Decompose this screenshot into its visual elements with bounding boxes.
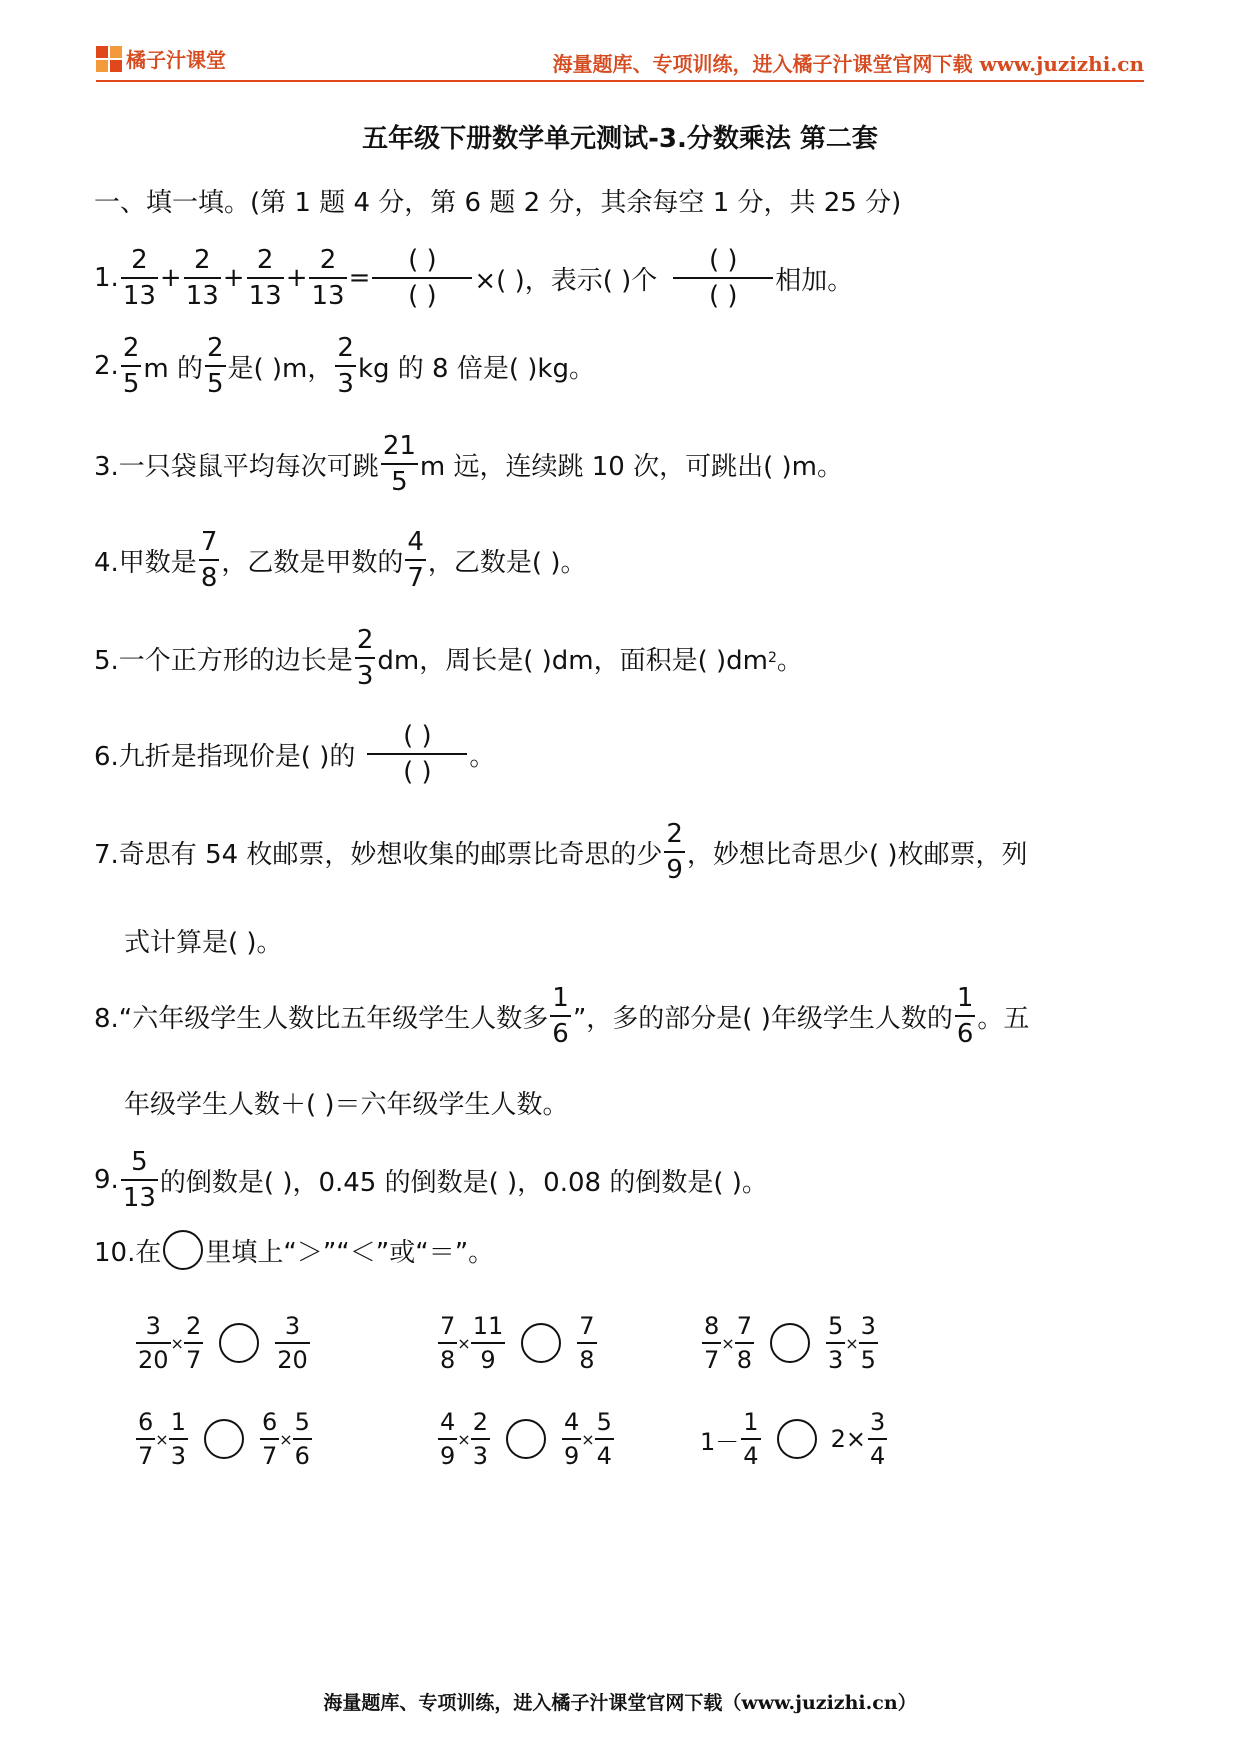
- answer-blank-fraction[interactable]: $\frac{( )}{( )}$: [673, 247, 773, 309]
- fraction: $\frac{11}{9}$: [472, 1312, 504, 1374]
- compare-circle[interactable]: [521, 1323, 561, 1363]
- plus-sign: +: [285, 263, 308, 293]
- q8-text: 8.“六年级学生人数比五年级学生人数多: [94, 1003, 549, 1034]
- q2-text: kg 的 8 倍是( )kg。: [357, 353, 595, 384]
- q2-text: 是( )m，: [227, 353, 334, 384]
- fraction: $\frac{3}{20}$: [277, 1312, 308, 1374]
- q1-tail: 相加。: [775, 265, 854, 296]
- question-1: [94, 238, 853, 318]
- question-4: [94, 520, 586, 600]
- times-sign: ×: [457, 1429, 471, 1449]
- q10-text: 里填上“＞”“＜”或“＝”。: [205, 1237, 495, 1268]
- logo-text: 橘子汁课堂: [126, 48, 226, 72]
- q10-text: 10.在: [94, 1237, 162, 1268]
- times-sign: ×: [155, 1429, 169, 1449]
- times-sign: ×: [279, 1429, 293, 1449]
- question-8: [94, 976, 1029, 1056]
- q1-text: ×( )，表示( )个: [474, 265, 658, 296]
- q9-text: 的倒数是( )，0.45 的倒数是( )，0.08 的倒数是( )。: [159, 1167, 768, 1198]
- fraction: $\frac{7}{8}$: [200, 527, 218, 593]
- compare-item-6: [700, 1410, 889, 1468]
- equals-sign: =: [348, 263, 371, 293]
- fraction: $\frac{1}{4}$: [743, 1408, 759, 1470]
- fraction: $\frac{7}{8}$: [736, 1312, 752, 1374]
- q6-end: 。: [469, 741, 496, 772]
- fraction: $\frac{2}{13}$: [122, 245, 156, 311]
- q8-text: ”，多的部分是( )年级学生人数的: [572, 1003, 953, 1034]
- fraction: $\frac{2}{3}$: [337, 333, 354, 399]
- fraction: $\frac{2}{13}$: [311, 245, 345, 311]
- question-5: [94, 618, 803, 698]
- fraction: $\frac{5}{13}$: [122, 1147, 156, 1213]
- compare-item-5: [436, 1410, 616, 1468]
- fraction: $\frac{3}{4}$: [869, 1408, 886, 1470]
- fraction: $\frac{2}{7}$: [185, 1312, 202, 1374]
- fraction: $\frac{3}{5}$: [860, 1312, 876, 1374]
- superscript: 2: [767, 650, 777, 666]
- fraction: $\frac{7}{8}$: [579, 1312, 595, 1374]
- fraction: $\frac{5}{3}$: [827, 1312, 844, 1374]
- footer-text: 海量题库、专项训练，进入橘子汁课堂官网下载（www.juzizhi.cn）: [323, 1692, 917, 1714]
- fraction: $\frac{1}{3}$: [170, 1408, 186, 1470]
- fraction: $\frac{4}{7}$: [407, 527, 424, 593]
- fraction: $\frac{2}{3}$: [356, 625, 374, 691]
- q5-end: 。: [776, 645, 803, 676]
- times-sign: ×: [721, 1333, 735, 1353]
- fraction: $\frac{5}{6}$: [294, 1408, 310, 1470]
- question-10: [94, 1228, 494, 1272]
- question-3: [94, 424, 843, 504]
- page-title: 五年级下册数学单元测试-3.分数乘法 第二套: [362, 124, 878, 154]
- q2-number: 2.: [94, 351, 119, 381]
- compare-item-1: [134, 1314, 312, 1372]
- compare-circle[interactable]: [204, 1419, 244, 1459]
- q5-text: 5.一个正方形的边长是: [94, 645, 353, 676]
- question-7-line2: 式计算是( )。: [124, 927, 283, 958]
- q4-text: ，乙数是( )。: [427, 547, 587, 578]
- compare-item-3: [700, 1314, 880, 1372]
- fraction: $\frac{2}{13}$: [248, 245, 282, 311]
- compare-item-4: [134, 1410, 314, 1468]
- answer-blank-fraction[interactable]: $\frac{( )}{( )}$: [372, 247, 472, 309]
- fraction: $\frac{5}{4}$: [596, 1408, 612, 1470]
- q1-number: 1.: [94, 263, 119, 293]
- times-sign: ×: [457, 1333, 471, 1353]
- q9-number: 9.: [94, 1165, 119, 1195]
- question-8-line2: 年级学生人数＋( )＝六年级学生人数。: [124, 1089, 569, 1120]
- fraction: $\frac{1}{6}$: [552, 983, 569, 1049]
- plus-sign: +: [159, 263, 182, 293]
- fraction: $\frac{4}{9}$: [563, 1408, 580, 1470]
- fraction: $\frac{2}{3}$: [472, 1408, 488, 1470]
- q3-text: m 远，连续跳 10 次，可跳出( )m。: [419, 451, 843, 482]
- fraction: $\frac{6}{7}$: [138, 1408, 154, 1470]
- compare-circle[interactable]: [219, 1323, 259, 1363]
- fraction: $\frac{3}{20}$: [138, 1312, 169, 1374]
- fraction: $\frac{6}{7}$: [261, 1408, 278, 1470]
- compare-circle[interactable]: [770, 1323, 810, 1363]
- fraction: $\frac{8}{7}$: [704, 1312, 720, 1374]
- header-slogan: 海量题库、专项训练，进入橘子汁课堂官网下载 www.juzizhi.cn: [552, 52, 1144, 76]
- times-sign: ×: [581, 1429, 595, 1449]
- logo-icon: [96, 46, 122, 72]
- fraction: $\frac{1}{6}$: [956, 983, 974, 1049]
- q7-text: 7.奇思有 54 枚邮票，妙想收集的邮票比奇思的少: [94, 839, 663, 870]
- compare-circle[interactable]: [777, 1419, 817, 1459]
- one-minus: 1－: [700, 1427, 740, 1456]
- q8-text: 。五: [977, 1003, 1030, 1034]
- q4-text: ，乙数是甲数的: [221, 547, 404, 578]
- compare-item-2: [436, 1314, 599, 1372]
- question-9: [94, 1140, 768, 1220]
- q5-text: dm，周长是( )dm，面积是( )dm: [377, 645, 768, 676]
- fraction: $\frac{21}{5}$: [382, 431, 416, 497]
- times-sign: ×: [845, 1333, 859, 1353]
- q2-text: m 的: [143, 353, 203, 384]
- fraction: $\frac{2}{5}$: [122, 333, 140, 399]
- two-times: 2×: [830, 1425, 866, 1453]
- circle-icon: [163, 1230, 203, 1270]
- question-2: [94, 326, 595, 406]
- answer-blank-fraction[interactable]: $\frac{( )}{( )}$: [367, 723, 467, 785]
- question-6: [94, 714, 495, 794]
- times-sign: ×: [170, 1333, 184, 1353]
- section-heading: 一、填一填。(第 1 题 4 分，第 6 题 2 分，其余每空 1 分，共 25 分): [94, 188, 902, 218]
- q7-text: ，妙想比奇思少( )枚邮票，列: [686, 839, 1028, 870]
- logo: [96, 44, 226, 73]
- q6-text: 6.九折是指现价是( )的: [94, 741, 356, 772]
- fraction: $\frac{2}{9}$: [666, 819, 683, 885]
- header-divider: [96, 80, 1144, 82]
- fraction: $\frac{2}{5}$: [206, 333, 224, 399]
- q3-text: 3.一只袋鼠平均每次可跳: [94, 451, 379, 482]
- question-7: [94, 812, 1028, 892]
- fraction: $\frac{7}{8}$: [440, 1312, 456, 1374]
- fraction: $\frac{4}{9}$: [440, 1408, 456, 1470]
- compare-circle[interactable]: [506, 1419, 546, 1459]
- fraction: $\frac{2}{13}$: [185, 245, 219, 311]
- q4-text: 4.甲数是: [94, 547, 197, 578]
- plus-sign: +: [222, 263, 245, 293]
